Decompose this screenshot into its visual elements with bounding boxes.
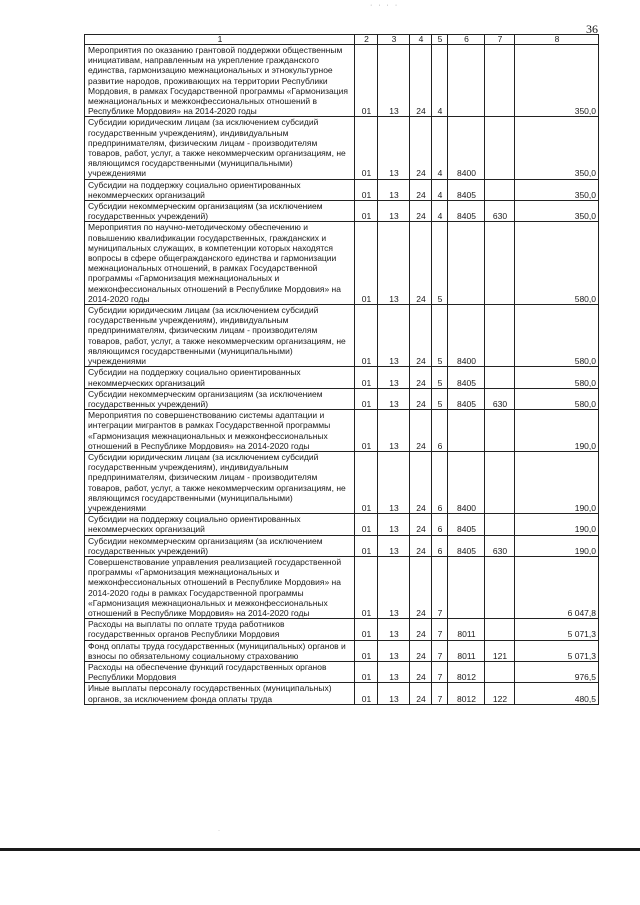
row-amount: 190,0 xyxy=(515,514,599,535)
row-target-code xyxy=(448,556,485,618)
row-amount: 976,5 xyxy=(515,661,599,682)
row-section: 01 xyxy=(355,683,378,704)
row-target-code: 8405 xyxy=(448,535,485,556)
row-section: 01 xyxy=(355,201,378,222)
row-section: 01 xyxy=(355,117,378,179)
row-target-code: 8400 xyxy=(448,305,485,367)
row-description: Субсидии на поддержку социально ориентированных некоммерческих организаций xyxy=(85,514,355,535)
row-program: 24 xyxy=(410,201,432,222)
row-program: 24 xyxy=(410,451,432,513)
row-target-code: 8405 xyxy=(448,179,485,200)
row-section: 01 xyxy=(355,640,378,661)
row-expense-type xyxy=(485,619,515,640)
row-subprogram: 7 xyxy=(432,683,448,704)
row-program: 24 xyxy=(410,535,432,556)
row-section: 01 xyxy=(355,305,378,367)
table-row xyxy=(85,640,599,661)
row-subprogram: 5 xyxy=(432,367,448,388)
row-expense-type xyxy=(485,661,515,682)
row-amount: 6 047,8 xyxy=(515,556,599,618)
row-subprogram: 4 xyxy=(432,45,448,117)
row-description: Совершенствование управления реализацией государственной программы «Гармонизация межнациональных и межконфессиональных отношений в Республике Мордовия» на 2014-2020 годы в рамках Государственной программы «Гармонизация межнациональных и межконфессиональных отношений в Республике Мордовия» на 2014-2020 годы xyxy=(85,556,355,618)
row-description: Фонд оплаты труда государственных (муниципальных) органов и взносы по обязательному социальному страхованию xyxy=(85,640,355,661)
row-description: Мероприятия по оказанию грантовой поддержки общественным инициативам, направленным на укрепление гражданского единства, гармонизацию межнациональных и этнокультурное развитие народов, проживающих на территории Республики Мордовия, в рамках Государственной программы «Гармонизация межнациональных и межконфессиональных отношений в Республике Мордовия» на 2014-2020 годы xyxy=(85,45,355,117)
row-target-code: 8405 xyxy=(448,367,485,388)
table-row xyxy=(85,661,599,682)
row-subsection: 13 xyxy=(378,683,410,704)
row-subsection: 13 xyxy=(378,535,410,556)
row-expense-type: 121 xyxy=(485,640,515,661)
row-target-code: 8405 xyxy=(448,388,485,409)
row-amount: 5 071,3 xyxy=(515,619,599,640)
row-program: 24 xyxy=(410,556,432,618)
row-target-code: 8400 xyxy=(448,117,485,179)
row-subprogram: 6 xyxy=(432,451,448,513)
table-header-row xyxy=(85,35,599,45)
table-row xyxy=(85,305,599,367)
row-amount: 580,0 xyxy=(515,388,599,409)
row-description: Субсидии некоммерческим организациям (за исключением государственных учреждений) xyxy=(85,388,355,409)
row-amount: 190,0 xyxy=(515,535,599,556)
row-program: 24 xyxy=(410,619,432,640)
row-section: 01 xyxy=(355,661,378,682)
row-amount: 350,0 xyxy=(515,45,599,117)
row-amount: 190,0 xyxy=(515,451,599,513)
row-expense-type xyxy=(485,222,515,305)
row-program: 24 xyxy=(410,514,432,535)
header-col-3: 3 xyxy=(378,35,410,45)
table-row xyxy=(85,451,599,513)
table-row xyxy=(85,410,599,452)
table-row xyxy=(85,683,599,704)
row-amount: 350,0 xyxy=(515,117,599,179)
row-description: Субсидии юридическим лицам (за исключением субсидий государственным учреждениям), индивидуальным предпринимателям, физическим лицам - производителям товаров, работ, услуг, а также некоммерческим организациям, не являющимся государственными (муниципальными) учреждениями xyxy=(85,451,355,513)
row-description: Мероприятия по научно-методическому обеспечению и повышению квалификации государственных, гражданских и муниципальных служащих, в компетенции которых находятся вопросы в сфере общегражданского единства и гармонизации межнациональных отношений, в рамках Государственной программы «Гармонизация межнациональных и межконфессиональных отношений в Республике Мордовия» на 2014-2020 годы xyxy=(85,222,355,305)
scan-top-mark: · · · · xyxy=(370,2,400,9)
scan-artifact: · xyxy=(218,828,220,834)
row-expense-type xyxy=(485,556,515,618)
row-program: 24 xyxy=(410,117,432,179)
row-subsection: 13 xyxy=(378,117,410,179)
row-section: 01 xyxy=(355,367,378,388)
row-section: 01 xyxy=(355,619,378,640)
row-subprogram: 6 xyxy=(432,410,448,452)
row-target-code: 8405 xyxy=(448,201,485,222)
row-subprogram: 7 xyxy=(432,640,448,661)
row-target-code xyxy=(448,45,485,117)
row-expense-type xyxy=(485,367,515,388)
row-amount: 350,0 xyxy=(515,201,599,222)
row-subprogram: 7 xyxy=(432,556,448,618)
row-amount: 580,0 xyxy=(515,222,599,305)
row-program: 24 xyxy=(410,661,432,682)
table-row xyxy=(85,388,599,409)
row-subsection: 13 xyxy=(378,619,410,640)
row-target-code: 8011 xyxy=(448,640,485,661)
row-description: Мероприятия по совершенствованию системы адаптации и интеграции мигрантов в рамках Государственной программы «Гармонизация межнациональных и межконфессиональных отношений в Республике Мордовия» на 2014-2020 годы xyxy=(85,410,355,452)
row-subsection: 13 xyxy=(378,556,410,618)
row-subprogram: 4 xyxy=(432,179,448,200)
table-row xyxy=(85,556,599,618)
row-expense-type xyxy=(485,305,515,367)
table-row xyxy=(85,179,599,200)
row-target-code xyxy=(448,410,485,452)
row-subprogram: 5 xyxy=(432,388,448,409)
row-expense-type xyxy=(485,451,515,513)
table-row xyxy=(85,222,599,305)
row-subsection: 13 xyxy=(378,514,410,535)
row-amount: 580,0 xyxy=(515,367,599,388)
row-subprogram: 6 xyxy=(432,535,448,556)
row-section: 01 xyxy=(355,388,378,409)
table-row xyxy=(85,367,599,388)
table-row xyxy=(85,619,599,640)
row-subsection: 13 xyxy=(378,451,410,513)
row-program: 24 xyxy=(410,179,432,200)
row-subsection: 13 xyxy=(378,201,410,222)
row-program: 24 xyxy=(410,367,432,388)
row-expense-type xyxy=(485,410,515,452)
row-program: 24 xyxy=(410,222,432,305)
header-col-4: 4 xyxy=(410,35,432,45)
table-row xyxy=(85,45,599,117)
row-description: Субсидии некоммерческим организациям (за исключением государственных учреждений) xyxy=(85,201,355,222)
row-program: 24 xyxy=(410,388,432,409)
row-description: Иные выплаты персоналу государственных (муниципальных) органов, за исключением фонда оплаты труда xyxy=(85,683,355,704)
row-subprogram: 7 xyxy=(432,661,448,682)
row-target-code: 8012 xyxy=(448,683,485,704)
table-row xyxy=(85,201,599,222)
row-description: Субсидии юридическим лицам (за исключением субсидий государственным учреждениям), индивидуальным предпринимателям, физическим лицам - производителям товаров, работ, услуг, а также некоммерческим организациям, не являющимся государственными (муниципальными) учреждениями xyxy=(85,117,355,179)
row-target-code: 8405 xyxy=(448,514,485,535)
row-subsection: 13 xyxy=(378,222,410,305)
table-row xyxy=(85,514,599,535)
row-amount: 580,0 xyxy=(515,305,599,367)
row-subprogram: 5 xyxy=(432,305,448,367)
row-subprogram: 5 xyxy=(432,222,448,305)
row-target-code: 8012 xyxy=(448,661,485,682)
row-description: Расходы на обеспечение функций государственных органов Республики Мордовия xyxy=(85,661,355,682)
row-subprogram: 4 xyxy=(432,201,448,222)
row-expense-type: 630 xyxy=(485,535,515,556)
row-description: Субсидии на поддержку социально ориентированных некоммерческих организаций xyxy=(85,367,355,388)
table-row xyxy=(85,535,599,556)
row-section: 01 xyxy=(355,179,378,200)
row-amount: 480,5 xyxy=(515,683,599,704)
header-col-8: 8 xyxy=(515,35,599,45)
row-program: 24 xyxy=(410,640,432,661)
row-expense-type xyxy=(485,117,515,179)
row-program: 24 xyxy=(410,683,432,704)
row-section: 01 xyxy=(355,45,378,117)
row-subsection: 13 xyxy=(378,367,410,388)
row-expense-type: 630 xyxy=(485,201,515,222)
row-subprogram: 7 xyxy=(432,619,448,640)
row-subsection: 13 xyxy=(378,305,410,367)
row-expense-type: 630 xyxy=(485,388,515,409)
table-row xyxy=(85,117,599,179)
row-program: 24 xyxy=(410,410,432,452)
row-section: 01 xyxy=(355,514,378,535)
header-col-5: 5 xyxy=(432,35,448,45)
row-subsection: 13 xyxy=(378,388,410,409)
row-amount: 5 071,3 xyxy=(515,640,599,661)
row-description: Расходы на выплаты по оплате труда работников государственных органов Республики Мордовия xyxy=(85,619,355,640)
row-subsection: 13 xyxy=(378,45,410,117)
row-expense-type: 122 xyxy=(485,683,515,704)
row-expense-type xyxy=(485,514,515,535)
row-expense-type xyxy=(485,179,515,200)
budget-table xyxy=(84,34,599,705)
header-col-1: 1 xyxy=(85,35,355,45)
row-section: 01 xyxy=(355,556,378,618)
row-subsection: 13 xyxy=(378,410,410,452)
row-subprogram: 4 xyxy=(432,117,448,179)
row-subsection: 13 xyxy=(378,661,410,682)
row-description: Субсидии некоммерческим организациям (за исключением государственных учреждений) xyxy=(85,535,355,556)
row-target-code: 8400 xyxy=(448,451,485,513)
row-target-code xyxy=(448,222,485,305)
row-program: 24 xyxy=(410,45,432,117)
row-subsection: 13 xyxy=(378,179,410,200)
row-subprogram: 6 xyxy=(432,514,448,535)
page-number: 36 xyxy=(586,22,598,36)
row-description: Субсидии на поддержку социально ориентированных некоммерческих организаций xyxy=(85,179,355,200)
scan-bottom-edge xyxy=(0,848,640,851)
header-col-7: 7 xyxy=(485,35,515,45)
row-amount: 350,0 xyxy=(515,179,599,200)
row-subsection: 13 xyxy=(378,640,410,661)
row-section: 01 xyxy=(355,222,378,305)
row-target-code: 8011 xyxy=(448,619,485,640)
header-col-2: 2 xyxy=(355,35,378,45)
row-amount: 190,0 xyxy=(515,410,599,452)
header-col-6: 6 xyxy=(448,35,485,45)
row-expense-type xyxy=(485,45,515,117)
row-section: 01 xyxy=(355,535,378,556)
row-description: Субсидии юридическим лицам (за исключением субсидий государственным учреждениям), индивидуальным предпринимателям, физическим лицам - производителям товаров, работ, услуг, а также некоммерческим организациям, не являющимся государственными (муниципальными) учреждениями xyxy=(85,305,355,367)
row-section: 01 xyxy=(355,451,378,513)
row-program: 24 xyxy=(410,305,432,367)
row-section: 01 xyxy=(355,410,378,452)
